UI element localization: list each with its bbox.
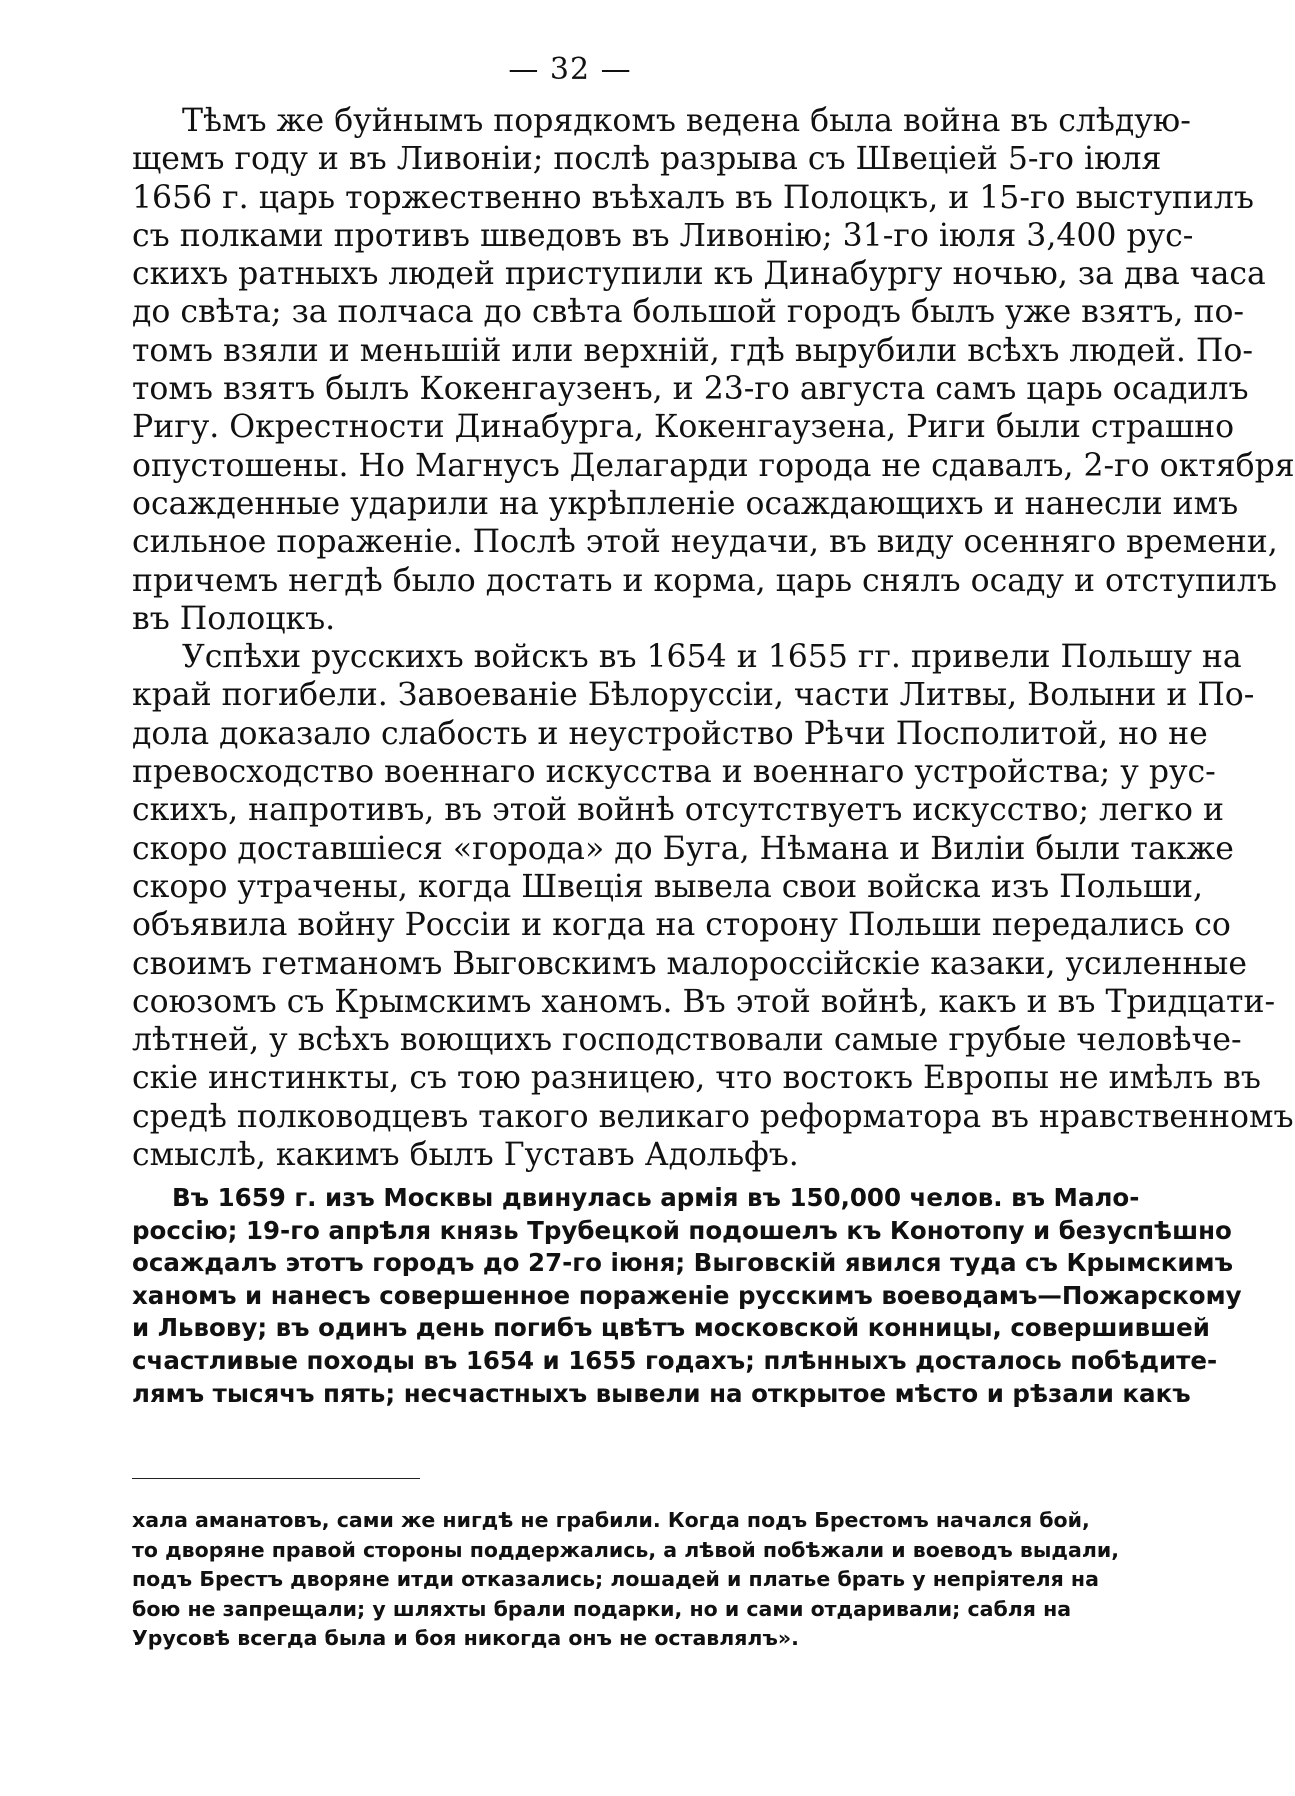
text-line: опустошены. Но Магнусъ Делагарди города не сдавалъ, 2-го октября (132, 447, 1295, 484)
small-print-paragraph (132, 1182, 1242, 1410)
footnote-line: бою не запрещали; у шляхты брали подарки, но и сами отдаривали; сабля на (132, 1596, 1072, 1621)
text-line: скіе инстинкты, съ тою разницею, что востокъ Европы не имѣлъ въ (132, 1060, 1261, 1097)
text-line: 1656 г. царь торжественно въѣхалъ въ Полоцкъ, и 15-го выступилъ (132, 179, 1254, 216)
text-line: скихъ, напротивъ, въ этой войнѣ отсутствуетъ искусство; легко и (132, 792, 1224, 829)
text-line: своимъ гетманомъ Выговскимъ малороссійскіе казаки, усиленные (132, 945, 1248, 982)
text-line: и Львову; въ одинъ день погибъ цвѣтъ московской конницы, совершившей (132, 1313, 1210, 1343)
text-line: Тѣмъ же буйнымъ порядкомъ ведена была война въ слѣдую- (182, 103, 1191, 139)
text-line: Ригу. Окрестности Динабурга, Кокенгаузена, Риги были страшно (132, 409, 1235, 446)
text-line: превосходство военнаго искусства и военнаго устройства; у рус- (132, 754, 1216, 791)
text-line: край погибели. Завоеваніе Бѣлоруссіи, части Литвы, Волыни и По- (132, 677, 1255, 714)
main-text (132, 102, 1295, 1174)
text-line: Успѣхи русскихъ войскъ въ 1654 и 1655 гг. привели Польшу на (182, 639, 1242, 676)
text-line: въ Полоцкъ. (132, 600, 336, 637)
text-line: объявила войну Россіи и когда на сторону Польши передались со (132, 907, 1231, 944)
text-line: до свѣта; за полчаса до свѣта большой городъ былъ уже взятъ, по- (132, 294, 1245, 331)
text-line: россію; 19-го апрѣля князь Трубецкой подошелъ къ Конотопу и безуспѣшно (132, 1215, 1232, 1245)
text-line: счастливые походы въ 1654 и 1655 годахъ; плѣнныхъ досталось побѣдите- (132, 1345, 1218, 1375)
text-line: осажденные ударили на укрѣпленіе осаждающихъ и нанесли имъ (132, 485, 1239, 522)
text-line: союзомъ съ Крымскимъ ханомъ. Въ этой войнѣ, какъ и въ Тридцати- (132, 983, 1276, 1020)
text-line: лямъ тысячъ пять; несчастныхъ вывели на открытое мѣсто и рѣзали какъ (132, 1378, 1191, 1408)
text-line: осаждалъ этотъ городъ до 27-го іюня; Выговскій явился туда съ Крымскимъ (132, 1248, 1233, 1278)
footnote-line: хала аманатовъ, сами же нигдѣ не грабили. Когда подъ Брестомъ начался бой, (132, 1508, 1090, 1532)
page-number: — 32 — (508, 52, 632, 87)
text-line: средѣ полководцевъ такого великаго реформатора въ нравственномъ (132, 1098, 1294, 1135)
footnote-line: Урусовѣ всегда была и боя никогда онъ не оставлялъ». (132, 1626, 799, 1650)
text-line: лѣтней, у всѣхъ воющихъ господствовали самые грубые человѣче- (132, 1022, 1242, 1059)
text-line: скоро доставшіеся «города» до Буга, Нѣмана и Виліи были также (132, 830, 1234, 867)
text-line: томъ взяли и меньшій или верхній, гдѣ вырубили всѣхъ людей. По- (132, 332, 1253, 369)
text-line: ханомъ и нанесъ совершенное пораженіе русскимъ воеводамъ—Пожарскому (132, 1280, 1242, 1310)
text-line: съ полками противъ шведовъ въ Ливонію; 31-го іюля 3,400 рус- (132, 217, 1194, 254)
footnote-line: подъ Брестъ дворяне итди отказались; лошадей и платье брать у непріятеля на (132, 1567, 1099, 1591)
text-line: томъ взятъ былъ Кокенгаузенъ, и 23-го августа самъ царь осадилъ (132, 371, 1249, 408)
footnote-divider (132, 1478, 420, 1479)
text-line: скихъ ратныхъ людей приступили къ Динабургу ночью, за два часа (132, 256, 1266, 293)
text-line: причемъ негдѣ было достать и корма, царь снялъ осаду и отступилъ (132, 562, 1277, 599)
text-line: скоро утрачены, когда Швеція вывела свои войска изъ Польши, (132, 868, 1204, 905)
text-line: сильное пораженіе. Послѣ этой неудачи, въ виду осенняго времени, (132, 524, 1278, 561)
footnote (132, 1506, 1119, 1654)
text-line: дола доказало слабость и неустройство Рѣчи Посполитой, но не (132, 715, 1208, 752)
text-line: Въ 1659 г. изъ Москвы двинулась армія въ 150,000 челов. въ Мало- (172, 1183, 1140, 1212)
footnote-line: то дворяне правой стороны поддержались, а лѣвой побѣжали и воеводъ выдали, (132, 1537, 1119, 1562)
text-line: смыслѣ, какимъ былъ Густавъ Адольфъ. (132, 1137, 799, 1174)
text-line: щемъ году и въ Ливоніи; послѣ разрыва съ Швеціей 5-го іюля (132, 141, 1162, 178)
